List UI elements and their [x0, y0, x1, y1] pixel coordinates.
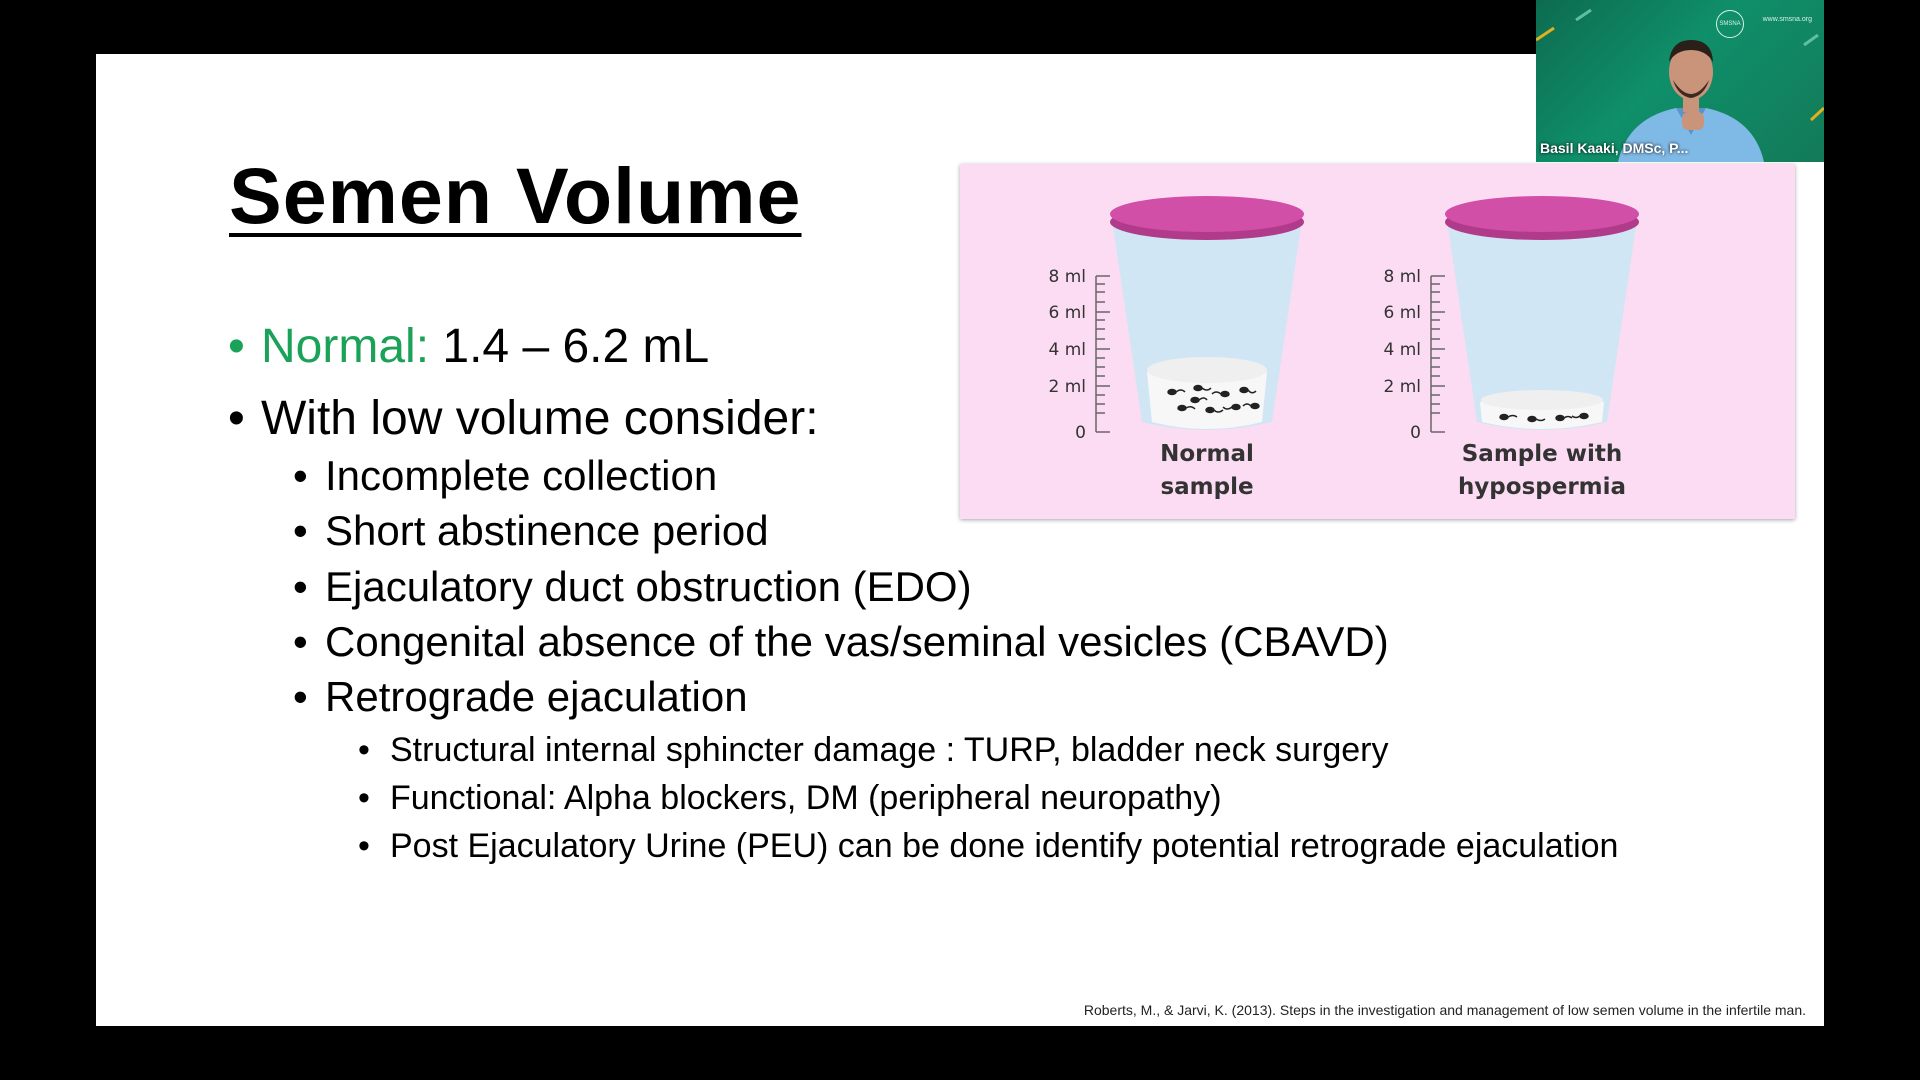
bullet-normal — [228, 319, 710, 374]
cup-normal — [1048, 196, 1304, 443]
retrograde-detail — [358, 731, 1389, 770]
scale-label: 8 ml — [1383, 267, 1421, 287]
citation: Roberts, M., & Jarvi, K. (2013). Steps in the investigation and management of low semen volume in the infertile man. — [1083, 1002, 1806, 1018]
bullet-dot: • — [358, 731, 370, 769]
scale-label: 4 ml — [1383, 340, 1421, 360]
cause-text: Incomplete collection — [325, 452, 718, 499]
cause-item — [293, 618, 1389, 666]
retrograde-detail — [358, 827, 1619, 866]
scale-label: 8 ml — [1048, 267, 1086, 287]
semen-volume-figure — [960, 164, 1795, 519]
scale-label: 0 — [1410, 423, 1421, 443]
normal-label: Normal: — [261, 320, 430, 373]
cause-text: Short abstinence period — [325, 507, 769, 554]
smsna-logo-icon: SMSNA — [1716, 10, 1744, 38]
label-line: Sample with — [1461, 441, 1623, 467]
bullet-dot: • — [358, 779, 370, 817]
bullet-dot: • — [293, 673, 308, 720]
bullet-dot: • — [228, 320, 245, 373]
webcam-video — [1536, 0, 1824, 162]
cup-hypospermia — [1383, 196, 1639, 443]
lid-normal — [1110, 196, 1304, 232]
person-hand — [1682, 112, 1704, 130]
cause-item — [293, 507, 769, 555]
retrograde-detail — [358, 779, 1222, 818]
participant-name: Basil Kaaki, DMSc, P... — [1540, 140, 1689, 156]
bullet-dot: • — [293, 563, 308, 610]
label-hypospermia-sample — [1422, 438, 1662, 504]
cups-illustration — [960, 164, 1795, 519]
cause-text: Retrograde ejaculation — [325, 673, 748, 720]
bullet-dot: • — [293, 452, 308, 499]
bullet-low-volume — [228, 391, 819, 446]
scale-label: 2 ml — [1383, 377, 1421, 397]
webcam-url: www.smsna.org — [1762, 16, 1812, 23]
cause-text: Congenital absence of the vas/seminal vesicles (CBAVD) — [325, 618, 1389, 665]
cause-item — [293, 673, 748, 721]
scale-label: 4 ml — [1048, 340, 1086, 360]
label-line: Normal — [1160, 441, 1254, 467]
bullet-dot: • — [293, 507, 308, 554]
scale-hypo — [1383, 267, 1445, 443]
cause-text: Ejaculatory duct obstruction (EDO) — [325, 563, 972, 610]
cause-item — [293, 452, 718, 500]
bullet-dot: • — [228, 392, 245, 445]
low-volume-text: With low volume consider: — [261, 392, 819, 445]
bullet-dot: • — [293, 618, 308, 665]
label-line: sample — [1160, 474, 1254, 500]
scale-label: 2 ml — [1048, 377, 1086, 397]
scale-label: 6 ml — [1383, 303, 1421, 323]
label-line: hypospermia — [1457, 474, 1627, 500]
webcam-tile[interactable] — [1536, 0, 1824, 162]
scale-label: 0 — [1075, 423, 1086, 443]
detail-text: Post Ejaculatory Urine (PEU) can be done identify potential retrograde ejaculation — [390, 827, 1619, 865]
cause-item — [293, 563, 972, 611]
scale-normal — [1048, 267, 1110, 443]
scale-label: 6 ml — [1048, 303, 1086, 323]
label-normal-sample — [1087, 438, 1327, 504]
scale-ticks — [1431, 276, 1445, 432]
normal-value: 1.4 – 6.2 mL — [442, 320, 710, 373]
detail-text: Structural internal sphincter damage : TURP, bladder neck surgery — [390, 731, 1389, 769]
bullet-dot: • — [358, 827, 370, 865]
lid-hypo — [1445, 196, 1639, 232]
slide — [96, 54, 1824, 1026]
slide-title: Semen Volume — [229, 151, 802, 240]
detail-text: Functional: Alpha blockers, DM (peripheral neuropathy) — [390, 779, 1222, 817]
scale-ticks — [1096, 276, 1110, 432]
